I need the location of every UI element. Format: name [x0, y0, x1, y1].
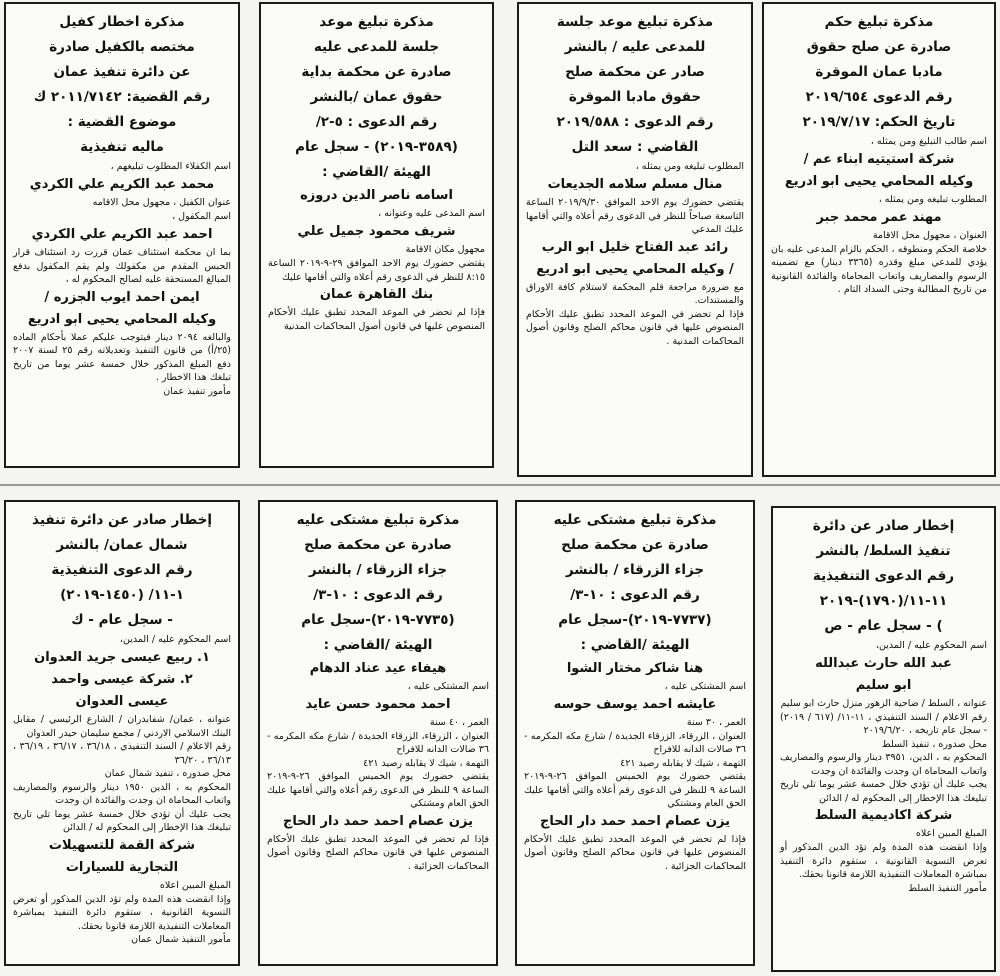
- n8-line-1: شمال عمان/ بالنشر: [56, 537, 188, 553]
- n4-line-11: بما ان محكمة استئناف عمان قررت رد استئناف قرار الحبس المقدم من مكفولك ولم يقم المكفول بدفع المبالغ المستحقة عليه لصالح المحكوم له ،: [13, 247, 231, 285]
- n6-line-13: يزن عصام احمد حمد دار الحاج: [539, 813, 730, 829]
- n8-line-6: ١. ربيع عيسى جريد العدوان: [34, 650, 210, 665]
- notice-execution-salt: [771, 506, 996, 972]
- n7-line-11: التهمة ، شيك لا يقابله رصيد ٤٢١: [363, 757, 489, 769]
- n4-line-13: وكيله المحامي يحيى ابو ادريع: [27, 311, 217, 327]
- n1-line-10: العنوان ، مجهول محل الاقامة: [872, 230, 987, 241]
- n6-line-1: صادرة عن محكمة صلح: [561, 537, 709, 553]
- n4-line-2: عن دائرة تنفيذ عمان: [53, 64, 191, 80]
- n7-line-3: رقم الدعوى : ١٠-٣/: [313, 587, 443, 603]
- n1-line-11: خلاصة الحكم ومنطوقه ، الحكم بالزام المدعى عليه بان يؤدي للمدعي مبلغ وقدره (٣٣٦٥ دينار) مع تضمينه الرسوم والمصاريف واتعاب المحاماة والفائدة القانونية من تاريخ المطالبة وحتى السداد التام .: [771, 243, 987, 295]
- notice-judgment-madaba: [762, 2, 996, 477]
- n6-line-11: التهمة ، شيك لا يقابله رصيد ٤٢١: [620, 757, 746, 769]
- notice-defendant-zarqa-2: [258, 500, 498, 966]
- n7-line-0: مذكرة تبليغ مشتكى عليه: [296, 512, 460, 528]
- n4-line-3: رقم القضية: ٢٠١١/٧١٤٢ ك: [33, 89, 211, 105]
- n3-line-4: رقم الدعوى : ٥-٢/: [315, 114, 438, 130]
- n8-line-13: يجب عليك أن تؤدي خلال خمسة عشر يوما تلي تاريخ تبليغك هذا الإخطار إلى المحكوم له / الدائن: [13, 808, 231, 833]
- n1-line-8: المطلوب تبليغه ومن يمثله ،: [878, 194, 987, 205]
- n3-line-2: صادرة عن محكمة بداية: [301, 64, 452, 80]
- n7-line-4: (٧٧٣٥-٢٠١٩)-سجل عام: [301, 612, 455, 628]
- n7-line-6: هيفاء عيد عناد الدهام: [309, 661, 447, 676]
- n2-line-8: يقتضي حضورك يوم الاحد الموافق ٢٠١٩/٩/٣٠ الساعة التاسعة صباحاً للنظر في الدعوى رقم أعلاه والتي أقامها عليك المدعي: [526, 197, 744, 235]
- n7-line-1: صادرة عن محكمة صلح: [304, 537, 452, 553]
- n5-line-14: المبلغ المبين اعلاه: [915, 828, 987, 839]
- n8-line-8: عيسى العدوان: [75, 694, 169, 709]
- n2-line-1: للمدعى عليه / بالنشر: [564, 39, 706, 55]
- n4-line-9: اسم المكفول ،: [172, 211, 231, 222]
- n6-line-12: يقتضي حضورك يوم الخميس الموافق ٢٦-٩-٢٠١٩ الساعة ٩ للنظر في الدعوى رقم أعلاه والتي أقامها عليك الحق العام ومشتكي: [524, 771, 746, 809]
- n4-line-15: مأمور تنفيذ عمان: [163, 385, 231, 397]
- n2-line-6: المطلوب تبليغه ومن يمثله ،: [635, 161, 744, 172]
- row-divider: [0, 484, 1000, 486]
- n1-line-2: مادبا عمان الموقرة: [815, 64, 943, 80]
- n1-line-3: رقم الدعوى ٢٠١٩/٦٥٤: [805, 89, 953, 105]
- n2-line-9: رائد عبد الفتاح خليل ابو الرب: [541, 239, 729, 255]
- n5-line-9: رقم الاعلام / السند التنفيذي ، ١١-١١/ (٦١٧ / ٢٠١٩) - سجل عام تاريخه ، ٢٠١٩/٦/٢٠: [780, 711, 987, 736]
- n6-line-14: فإذا لم تحضر في الموعد المحدد تطبق عليك الأحكام المنصوص عليها في قانون محاكم الصلح وقانون أصول المحاكمات الجزائية .: [524, 833, 746, 872]
- n6-line-4: (٧٧٣٧-٢٠١٩)-سجل عام: [558, 612, 712, 628]
- n2-line-4: رقم الدعوى : ٢٠١٩/٥٨٨: [556, 114, 714, 130]
- n3-line-13: فإذا لم تحضر في الموعد المحدد تطبق عليك الأحكام المنصوص عليها في قانون أصول المحاكمات المدنية: [268, 307, 485, 332]
- n7-line-14: فإذا لم تحضر في الموعد المحدد تطبق عليك الأحكام المنصوص عليها في قانون محاكم الصلح وقانون أصول المحاكمات الجزائية .: [267, 833, 489, 872]
- n1-line-6: شركة استيتيه ابناء عم /: [803, 152, 955, 167]
- n8-line-4: - سجل عام - ك: [71, 612, 173, 628]
- n8-line-15: التجارية للسيارات: [65, 859, 179, 875]
- n3-line-5: (٣٥٨٩-٢٠١٩) - سجل عام: [295, 139, 458, 155]
- n5-line-12: يجب عليك أن تؤدي خلال خمسة عشر يوما تلي تاريخ تبليغك هذا الإخطار إلى المحكوم له / الدائن: [780, 779, 987, 804]
- n8-line-2: رقم الدعوى التنفيذية: [51, 562, 193, 578]
- n7-line-2: جزاء الزرقاء / بالنشر: [308, 562, 448, 578]
- n5-line-4: ) - سجل عام - ص: [824, 618, 943, 634]
- n2-line-11: مع ضرورة مراجعة قلم المحكمة لاستلام كافة الاوراق والمستندات.: [526, 281, 744, 306]
- n4-line-12: ايمن احمد ايوب الجزره /: [44, 289, 200, 305]
- n3-line-0: مذكرة تبليغ موعد: [319, 14, 434, 30]
- n3-line-6: الهيئة /القاضي :: [322, 164, 431, 180]
- n7-line-10: العنوان ، الزرقاء، الزرقاء الجديدة / شارع مكه المكرمه - ٣٦ صالات الدانه للافراح: [267, 730, 489, 755]
- n4-line-14: والبالغه ٢٠٩٤ دينار فيتوجب عليكم عملا بأحكام الماده (٢٥/أ) من قانون التنفيذ وتعديلاته رقم ٢٥ لسنة ٢٠٠٧ دفع المبلغ المذكور خلال خمسة عشر يوما من تاريخ تبلغك هذا الاخطار .: [13, 331, 231, 383]
- n1-line-0: مذكرة تبليغ حكم: [824, 14, 934, 30]
- n6-line-6: هنا شاكر مختار الشوا: [566, 661, 704, 676]
- n6-line-5: الهيئة /القاضي :: [580, 637, 690, 653]
- n3-line-3: حقوق عمان /بالنشر: [310, 89, 443, 105]
- n8-line-14: شركة القمة للتسهيلات: [48, 837, 196, 853]
- n3-line-10: مجهول مكان الاقامة: [405, 244, 485, 255]
- n2-line-5: القاضي : سعد التل: [571, 139, 699, 155]
- notice-guarantor-amman: [4, 2, 240, 468]
- notice-session-madaba: [517, 2, 753, 477]
- n5-line-1: تنفيذ السلط/ بالنشر: [816, 543, 951, 559]
- n1-line-4: تاريخ الحكم: ٢٠١٩/٧/١٧: [802, 114, 956, 130]
- n5-line-13: شركة اكاديمية السلط: [814, 808, 953, 823]
- n5-line-2: رقم الدعوى التنفيذية: [812, 568, 955, 584]
- n4-line-8: عنوان الكفيل ، مجهول محل الاقامه: [92, 197, 231, 208]
- n8-line-10: رقم الاعلام / السند التنفيذي ، ٣٦/١٨ ، ٣٦/١٧ ، ٣٦/١٩ ، ٣٦/١٣ ، ٣٦/٢٠: [13, 741, 231, 766]
- n7-line-13: يزن عصام احمد حمد دار الحاج: [282, 813, 473, 829]
- n4-line-5: ماليه تنفيذية: [80, 139, 164, 155]
- n6-line-0: مذكرة تبليغ مشتكى عليه: [553, 512, 717, 528]
- n4-line-0: مذكرة اخطار كفيل: [59, 14, 185, 30]
- n5-line-8: عنوانه ، السلط / ضاحية الزهور منزل حارث ابو سليم: [780, 698, 987, 709]
- n5-line-15: وإذا انقضت هذه المدة ولم تؤد الدين المذكور أو تعرض التسوية القانونية ، ستقوم دائرة التنفيذ بمباشرة المعاملات التنفيذية اللازمة قانونا بحقك.: [780, 842, 987, 880]
- n3-line-12: بنك القاهرة عمان: [319, 287, 434, 302]
- n8-line-3: ١-١١/ (١٤٥٠-٢٠١٩): [60, 587, 184, 603]
- n6-line-8: عايشه احمد يوسف حوسه: [553, 697, 717, 712]
- n4-line-6: اسم الكفلاء المطلوب تبليغهم ،: [110, 161, 231, 172]
- n5-line-7: ابو سليم: [855, 678, 912, 693]
- n7-line-7: اسم المشتكى عليه ،: [407, 681, 489, 692]
- n8-line-12: المحكوم به ، الدين ١٩٥٠ دينار والرسوم والمصاريف واتعاب المحاماة ان وجدت والفائدة ان وجدت: [13, 781, 231, 806]
- n4-line-10: احمد عبد الكريم علي الكردي: [31, 227, 213, 242]
- n7-line-12: يقتضي حضورك يوم الخميس الموافق ٢٦-٩-٢٠١٩ الساعة ٩ للنظر في الدعوى رقم أعلاه والتي أقامها عليك الحق العام ومشتكي: [267, 771, 489, 809]
- n7-line-9: العمر ، ٤٠ سنة: [429, 717, 489, 728]
- n2-line-12: فإذا لم تحضر في الموعد المحدد تطبق عليك الأحكام المنصوص عليها في قانون محاكم الصلح وقانون أصول المحاكمات المدنية .: [526, 308, 744, 347]
- n4-line-1: مختصه بالكفيل صادرة: [49, 39, 195, 55]
- n2-line-0: مذكرة تبليغ موعد جلسة: [556, 14, 714, 30]
- n6-line-2: جزاء الزرقاء / بالنشر: [565, 562, 705, 578]
- n8-line-16: المبلغ المبين اعلاه: [159, 879, 231, 891]
- n8-line-9: عنوانه ، عمان/ شفابدران / الشارع الرئيسي / مقابل البنك الاسلامي الاردني / مجمع سليمان حيدر العدوان: [13, 714, 231, 739]
- n3-line-11: يقتضي حضورك يوم الاحد الموافق ٢٩-٩-٢٠١٩ الساعة ٨:١٥ للنظر في الدعوى رقم أعلاه والتي أقامها عليك: [268, 258, 485, 283]
- n1-line-7: وكيله المحامي يحيى ابو ادريع: [784, 174, 974, 189]
- n7-line-5: الهيئة /القاضي :: [323, 637, 433, 653]
- n3-line-9: شريف محمود جميل علي: [297, 224, 456, 239]
- n3-line-1: جلسة للمدعى عليه: [313, 39, 440, 55]
- n8-line-11: محل صدوره ، تنفيذ شمال عمان: [104, 768, 231, 779]
- n6-line-7: اسم المشتكى عليه ،: [664, 681, 746, 692]
- n8-line-5: اسم المحكوم عليه / المدين،: [119, 634, 231, 645]
- n8-line-17: وإذا انقضت هذه المدة ولم تؤد الدين المذكور أو تعرض التسوية القانونية ، ستقوم دائرة التنفيذ بمباشرة المعاملات التنفيذية اللازمة قانونا بحقك.: [13, 893, 231, 932]
- n4-line-7: محمد عبد الكريم علي الكردي: [29, 177, 215, 192]
- n4-line-4: موضوع القضية :: [67, 114, 177, 130]
- n2-line-7: منال مسلم سلامه الجديعات: [547, 177, 723, 192]
- n2-line-2: صادر عن محكمة صلح: [565, 64, 705, 80]
- n8-line-7: ٢. شركة عيسى واحمد: [51, 672, 193, 687]
- n7-line-8: احمد محمود حسن عايد: [305, 697, 451, 712]
- n1-line-9: مهند عمر محمد جبر: [816, 210, 942, 225]
- n6-line-3: رقم الدعوى : ١٠-٣/: [570, 587, 700, 603]
- n3-line-7: اسامه ناصر الدين دروزه: [300, 188, 453, 203]
- n2-line-3: حقوق مادبا الموقرة: [568, 89, 702, 105]
- n5-line-16: مأمور التنفيذ السلط: [908, 882, 987, 894]
- n1-line-5: اسم طالب التبليغ ومن يمثله ،: [870, 136, 987, 147]
- n6-line-10: العنوان ، الزرقاء، الزرقاء الجديدة / شارع مكه المكرمه - ٣٦ صالات الدانه للافراح: [524, 730, 746, 755]
- n8-line-18: مأمور التنفيذ شمال عمان: [131, 934, 231, 945]
- n8-line-0: إخطار صادر عن دائرة تنفيذ: [32, 512, 212, 528]
- n5-line-5: اسم المحكوم عليه / المدين،: [875, 640, 987, 651]
- n6-line-9: العمر ، ٣٠ سنة: [686, 717, 746, 728]
- n5-line-0: إخطار صادر عن دائرة: [812, 518, 955, 534]
- n2-line-10: / وكيله المحامي يحيى ابو ادريع: [536, 261, 734, 277]
- n3-line-8: اسم المدعى عليه وعنوانه ،: [378, 208, 485, 219]
- notice-defendant-zarqa-1: [515, 500, 755, 966]
- n5-line-3: ١١-١١/(١٧٩٠)-٢٠١٩: [819, 593, 948, 609]
- n5-line-11: المحكوم به ، الدين، ٣٩٥١ دينار والرسوم والمصاريف واتعاب المحاماة ان وجدت والفائدة ان وجدت: [780, 752, 987, 777]
- notice-session-amman-first-instance: [259, 2, 494, 468]
- n1-line-1: صادرة عن صلح حقوق: [806, 39, 952, 55]
- n5-line-6: عبد الله حارث عبدالله: [815, 656, 952, 671]
- notice-execution-north-amman: [4, 500, 240, 966]
- n5-line-10: محل صدوره ، تنفيذ السلط: [881, 738, 987, 750]
